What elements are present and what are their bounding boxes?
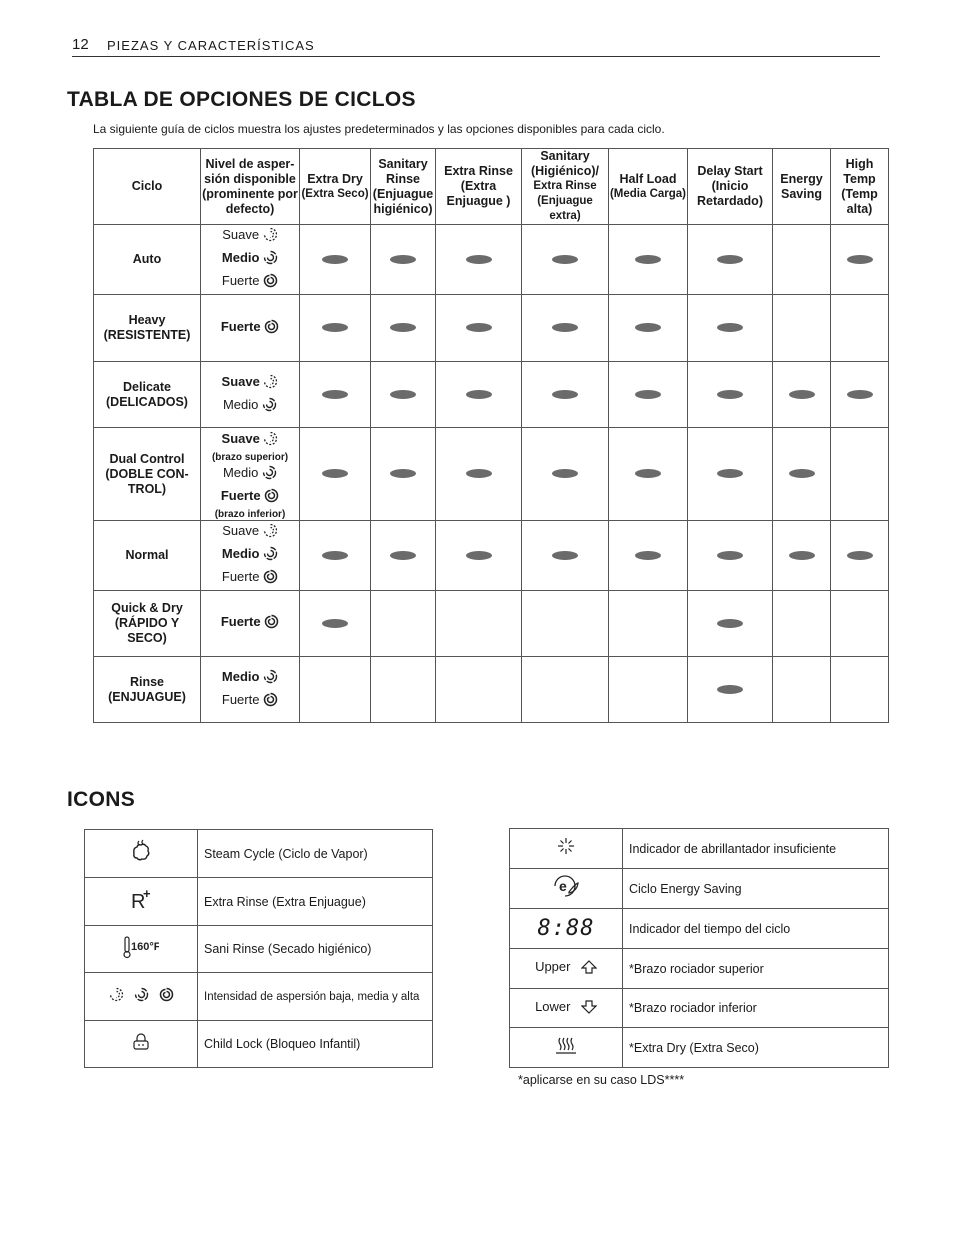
column-header bbox=[688, 149, 773, 225]
cycle-options-table bbox=[93, 148, 889, 723]
icon-cell bbox=[85, 1021, 198, 1068]
page-number: 12 bbox=[72, 36, 89, 53]
option-available-dot bbox=[847, 255, 873, 264]
option-cell bbox=[371, 428, 436, 521]
option-cell bbox=[688, 657, 773, 723]
spray-low-icon bbox=[109, 987, 124, 1007]
spray-level-label: Suave bbox=[221, 373, 260, 389]
option-cell bbox=[831, 362, 889, 428]
spray-level-label: Fuerte bbox=[221, 569, 260, 584]
option-cell bbox=[609, 657, 688, 723]
icon-description: Child Lock (Bloqueo Infantil) bbox=[198, 1021, 433, 1068]
option-available-dot bbox=[717, 323, 743, 332]
icon-cell bbox=[510, 909, 623, 949]
column-header-sub: Extra Rinse (Enjuague extra) bbox=[533, 180, 597, 222]
spray-level bbox=[201, 429, 299, 463]
column-header-main: Extra Rinse (Extra Enjuague ) bbox=[444, 164, 513, 208]
extra-dry-icon bbox=[554, 1035, 578, 1060]
cycle-name: Normal bbox=[94, 521, 201, 591]
cycle-time-icon: 8:88 bbox=[537, 916, 595, 941]
option-available-dot bbox=[390, 390, 416, 399]
spray-medium-icon bbox=[134, 987, 149, 1007]
column-header-main: Delay Start (Inicio Retardado) bbox=[697, 164, 763, 208]
spray-level-label: Medio bbox=[222, 396, 259, 412]
option-available-dot bbox=[847, 551, 873, 560]
column-header-main: Sanitary (Higiénico)/ bbox=[530, 149, 600, 178]
spray-level bbox=[201, 567, 299, 590]
option-cell bbox=[831, 428, 889, 521]
option-cell bbox=[609, 428, 688, 521]
option-cell bbox=[773, 521, 831, 591]
table-row bbox=[94, 521, 889, 591]
icon-cell bbox=[85, 878, 198, 926]
spray-level-label: Suave bbox=[222, 523, 260, 538]
spray-level-label: Medio bbox=[222, 464, 259, 480]
spray-level-note: (brazo inferior) bbox=[214, 508, 286, 520]
option-cell bbox=[688, 295, 773, 362]
option-cell bbox=[831, 521, 889, 591]
option-available-dot bbox=[466, 551, 492, 560]
icon-cell bbox=[510, 829, 623, 869]
svg-text:160°F: 160°F bbox=[131, 940, 159, 953]
spray-high-icon bbox=[264, 614, 279, 635]
spray-level-label: Fuerte bbox=[220, 318, 261, 334]
spray-levels bbox=[201, 362, 300, 428]
option-cell bbox=[773, 657, 831, 723]
cycle-name: Heavy (RESISTENTE) bbox=[94, 295, 201, 362]
option-cell bbox=[371, 362, 436, 428]
option-cell bbox=[300, 521, 371, 591]
option-cell bbox=[831, 591, 889, 657]
spray-level bbox=[201, 612, 299, 635]
option-available-dot bbox=[390, 551, 416, 560]
option-cell bbox=[522, 591, 609, 657]
option-cell bbox=[436, 362, 522, 428]
option-available-dot bbox=[717, 685, 743, 694]
option-cell bbox=[522, 521, 609, 591]
spray-levels bbox=[201, 225, 300, 295]
icon-cell bbox=[510, 1028, 623, 1068]
icon-row bbox=[85, 926, 433, 973]
icon-label: Lower bbox=[535, 998, 571, 1014]
spray-level bbox=[201, 271, 299, 294]
option-cell bbox=[300, 428, 371, 521]
column-header bbox=[436, 149, 522, 225]
option-cell bbox=[436, 295, 522, 362]
icon-row bbox=[85, 830, 433, 878]
spray-level-label: Fuerte bbox=[220, 487, 261, 503]
column-header-main: Extra Dry bbox=[307, 171, 363, 186]
icon-row bbox=[510, 869, 889, 909]
option-cell bbox=[522, 362, 609, 428]
spray-medium-icon bbox=[262, 465, 277, 486]
cycle-name: Dual Control (DOBLE CON-TROL) bbox=[94, 428, 201, 521]
table-header-row bbox=[94, 149, 889, 225]
intro-text: La siguiente guía de ciclos muestra los ajustes predeterminados y las opciones disponibles para cada ciclo. bbox=[93, 122, 665, 136]
option-available-dot bbox=[717, 619, 743, 628]
column-header bbox=[522, 149, 609, 225]
svg-text:+: + bbox=[143, 887, 151, 901]
spray-level-label: Medio bbox=[221, 668, 260, 684]
column-header-sub: (Extra Seco) bbox=[301, 187, 369, 200]
spray-high-icon bbox=[264, 488, 279, 509]
option-available-dot bbox=[717, 255, 743, 264]
option-available-dot bbox=[390, 469, 416, 478]
column-header bbox=[773, 149, 831, 225]
child-lock-icon bbox=[131, 1032, 151, 1057]
spray-low-icon bbox=[263, 227, 278, 248]
icons-title: ICONS bbox=[67, 788, 136, 811]
icon-row bbox=[510, 1028, 889, 1068]
steam-icon bbox=[130, 839, 152, 868]
page-title: TABLA DE OPCIONES DE CICLOS bbox=[67, 88, 416, 111]
option-cell bbox=[688, 591, 773, 657]
option-available-dot bbox=[322, 255, 348, 264]
column-header bbox=[609, 149, 688, 225]
column-header-main: Half Load bbox=[619, 171, 677, 186]
cycle-name: Rinse (ENJUAGUE) bbox=[94, 657, 201, 723]
option-cell bbox=[371, 295, 436, 362]
option-cell bbox=[773, 428, 831, 521]
icon-description: Extra Rinse (Extra Enjuague) bbox=[198, 878, 433, 926]
svg-text:e: e bbox=[559, 878, 567, 894]
option-cell bbox=[831, 657, 889, 723]
option-available-dot bbox=[789, 469, 815, 478]
spray-medium-icon bbox=[263, 669, 278, 690]
spray-level bbox=[201, 521, 299, 544]
option-cell bbox=[371, 521, 436, 591]
option-cell bbox=[773, 295, 831, 362]
icons-table-right bbox=[509, 828, 889, 1068]
spray-level-label: Suave bbox=[221, 430, 260, 446]
option-available-dot bbox=[322, 390, 348, 399]
spray-level bbox=[201, 463, 299, 486]
option-cell bbox=[609, 591, 688, 657]
spray-level-label: Suave bbox=[222, 227, 260, 242]
option-available-dot bbox=[717, 551, 743, 560]
spray-level bbox=[201, 667, 299, 690]
column-header-main: High Temp (Temp alta) bbox=[841, 156, 878, 216]
icon-row bbox=[85, 878, 433, 926]
icon-cell bbox=[85, 926, 198, 973]
option-cell bbox=[609, 295, 688, 362]
option-cell bbox=[371, 225, 436, 295]
option-cell bbox=[688, 362, 773, 428]
icon-row bbox=[85, 973, 433, 1021]
icon-row bbox=[510, 829, 889, 869]
icon-description: *Brazo rociador superior bbox=[623, 949, 889, 989]
option-cell bbox=[300, 225, 371, 295]
icon-cell bbox=[85, 973, 198, 1021]
column-header bbox=[94, 149, 201, 225]
svg-text:R: R bbox=[131, 891, 146, 911]
column-header bbox=[831, 149, 889, 225]
icon-row bbox=[510, 949, 889, 989]
spray-level bbox=[201, 248, 299, 271]
column-header bbox=[300, 149, 371, 225]
table-row bbox=[94, 657, 889, 723]
page-header bbox=[72, 36, 880, 57]
sani-rinse-icon bbox=[123, 935, 159, 964]
option-cell bbox=[831, 225, 889, 295]
option-cell bbox=[436, 521, 522, 591]
icon-description: Indicador de abrillantador insuficiente bbox=[623, 829, 889, 869]
option-available-dot bbox=[390, 255, 416, 264]
energy-saving-icon bbox=[551, 874, 581, 903]
spray-high-icon bbox=[263, 569, 278, 590]
option-available-dot bbox=[552, 255, 578, 264]
column-header bbox=[371, 149, 436, 225]
table-row bbox=[94, 295, 889, 362]
option-available-dot bbox=[635, 323, 661, 332]
icon-description: *Brazo rociador inferior bbox=[623, 989, 889, 1028]
cycle-name: Quick & Dry (RÁPIDO Y SECO) bbox=[94, 591, 201, 657]
option-available-dot bbox=[322, 619, 348, 628]
icon-description: Indicador del tiempo del ciclo bbox=[623, 909, 889, 949]
table-row bbox=[94, 591, 889, 657]
option-available-dot bbox=[390, 323, 416, 332]
spray-level bbox=[201, 486, 299, 520]
icon-row bbox=[85, 1021, 433, 1068]
option-cell bbox=[300, 295, 371, 362]
section-name: PIEZAS Y CARACTERÍSTICAS bbox=[107, 38, 315, 53]
spray-level bbox=[201, 225, 299, 248]
spray-levels bbox=[201, 521, 300, 591]
icon-cell bbox=[510, 869, 623, 909]
option-cell bbox=[371, 657, 436, 723]
column-header-sub: (Media Carga) bbox=[609, 187, 687, 200]
spray-level bbox=[201, 544, 299, 567]
option-available-dot bbox=[635, 469, 661, 478]
table-row bbox=[94, 225, 889, 295]
option-available-dot bbox=[552, 469, 578, 478]
spray-low-icon bbox=[263, 523, 278, 544]
option-cell bbox=[300, 591, 371, 657]
rinse-aid-icon bbox=[556, 836, 576, 861]
option-cell bbox=[773, 225, 831, 295]
icon-description: Ciclo Energy Saving bbox=[623, 869, 889, 909]
spray-levels bbox=[201, 428, 300, 521]
option-cell bbox=[609, 521, 688, 591]
option-cell bbox=[688, 428, 773, 521]
icon-cell bbox=[510, 949, 623, 989]
table-row bbox=[94, 428, 889, 521]
icon-cell bbox=[85, 830, 198, 878]
option-cell bbox=[300, 362, 371, 428]
option-cell bbox=[773, 362, 831, 428]
icon-cell bbox=[510, 989, 623, 1028]
column-header-main: Ciclo bbox=[131, 179, 163, 193]
option-available-dot bbox=[322, 551, 348, 560]
option-cell bbox=[522, 428, 609, 521]
spray-medium-icon bbox=[263, 546, 278, 567]
spray-level-label: Medio bbox=[221, 546, 260, 561]
spray-level-label: Fuerte bbox=[220, 614, 261, 629]
column-header bbox=[201, 149, 300, 225]
icon-description: Sani Rinse (Secado higiénico) bbox=[198, 926, 433, 973]
option-cell bbox=[609, 225, 688, 295]
option-available-dot bbox=[789, 390, 815, 399]
option-cell bbox=[522, 295, 609, 362]
spray-high-icon bbox=[263, 273, 278, 294]
spray-high-icon bbox=[264, 319, 279, 340]
option-available-dot bbox=[552, 551, 578, 560]
spray-level bbox=[201, 317, 299, 340]
option-cell bbox=[436, 657, 522, 723]
spray-levels bbox=[201, 657, 300, 723]
option-cell bbox=[522, 225, 609, 295]
option-available-dot bbox=[552, 323, 578, 332]
option-cell bbox=[300, 657, 371, 723]
option-available-dot bbox=[789, 551, 815, 560]
option-cell bbox=[436, 225, 522, 295]
option-available-dot bbox=[466, 469, 492, 478]
option-cell bbox=[436, 591, 522, 657]
option-cell bbox=[688, 225, 773, 295]
option-cell bbox=[773, 591, 831, 657]
spray-levels bbox=[201, 591, 300, 657]
table-row bbox=[94, 362, 889, 428]
extra-rinse-icon bbox=[130, 887, 152, 916]
option-available-dot bbox=[322, 323, 348, 332]
option-available-dot bbox=[322, 469, 348, 478]
spray-level-note: (brazo superior) bbox=[211, 451, 289, 463]
option-available-dot bbox=[847, 390, 873, 399]
option-available-dot bbox=[466, 255, 492, 264]
spray-high-icon bbox=[263, 692, 278, 713]
option-available-dot bbox=[635, 551, 661, 560]
column-header-main: Sanitary Rinse (Enjuague higiénico) bbox=[372, 156, 434, 216]
icon-row bbox=[510, 909, 889, 949]
option-available-dot bbox=[466, 323, 492, 332]
spray-high-icon bbox=[159, 987, 174, 1007]
column-header-main: Nivel de asper-sión disponible (prominente por defecto) bbox=[202, 156, 298, 216]
option-cell bbox=[436, 428, 522, 521]
upper-arrow-icon bbox=[581, 960, 597, 979]
spray-medium-icon bbox=[263, 250, 278, 271]
icon-description: Steam Cycle (Ciclo de Vapor) bbox=[198, 830, 433, 878]
option-available-dot bbox=[635, 390, 661, 399]
option-available-dot bbox=[717, 390, 743, 399]
cycle-name: Auto bbox=[94, 225, 201, 295]
option-cell bbox=[609, 362, 688, 428]
option-available-dot bbox=[635, 255, 661, 264]
spray-level bbox=[201, 690, 299, 713]
option-available-dot bbox=[466, 390, 492, 399]
spray-level bbox=[201, 395, 299, 418]
spray-low-icon bbox=[263, 431, 278, 452]
option-cell bbox=[831, 295, 889, 362]
lower-arrow-icon bbox=[581, 1000, 597, 1019]
spray-levels bbox=[201, 295, 300, 362]
icons-table-left bbox=[84, 829, 433, 1068]
option-available-dot bbox=[717, 469, 743, 478]
option-cell bbox=[688, 521, 773, 591]
icon-label: Upper bbox=[535, 959, 571, 974]
column-header-main: Energy Saving bbox=[780, 171, 823, 201]
icon-description: Intensidad de aspersión baja, media y alta bbox=[198, 973, 433, 1021]
option-available-dot bbox=[552, 390, 578, 399]
spray-low-icon bbox=[263, 374, 278, 395]
spray-level-label: Fuerte bbox=[221, 273, 260, 288]
icon-row bbox=[510, 989, 889, 1028]
spray-level bbox=[201, 372, 299, 395]
cycle-name: Delicate (DELICADOS) bbox=[94, 362, 201, 428]
icon-description: *Extra Dry (Extra Seco) bbox=[623, 1028, 889, 1068]
option-cell bbox=[371, 591, 436, 657]
spray-medium-icon bbox=[262, 397, 277, 418]
spray-level-label: Medio bbox=[221, 250, 260, 265]
spray-level-label: Fuerte bbox=[221, 691, 260, 707]
option-cell bbox=[522, 657, 609, 723]
footnote: *aplicarse en su caso LDS**** bbox=[518, 1073, 685, 1087]
